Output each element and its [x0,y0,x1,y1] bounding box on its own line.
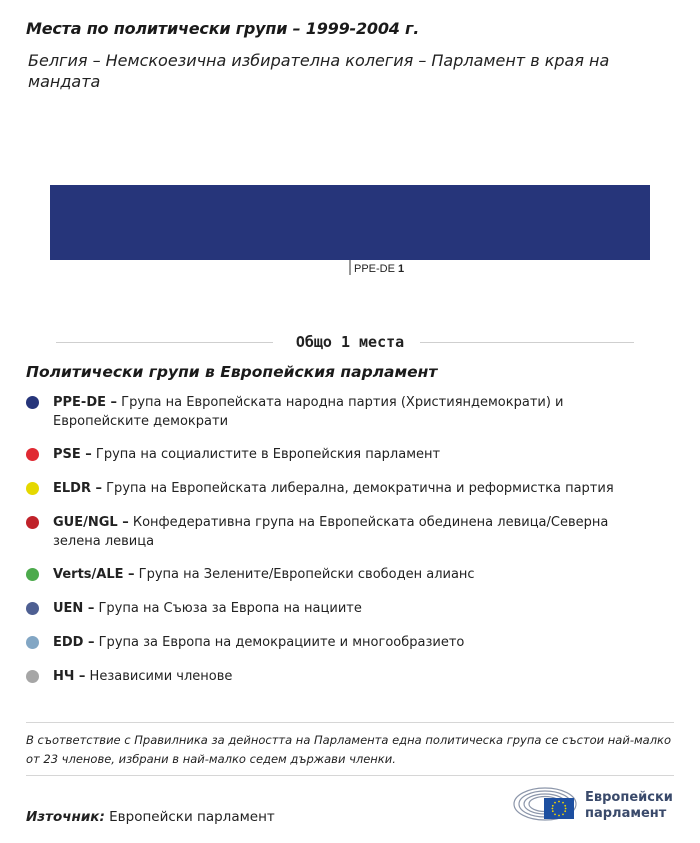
logo-line-1: Европейски [585,790,673,805]
legend-code: PSE – [53,447,92,462]
legend-code: EDD – [53,635,95,650]
legend-description: Група на Европейската либерална, демократична и реформистка партия [102,481,614,496]
legend-item [26,565,656,584]
legend-item [26,633,656,652]
bar-label: PPE-DE 1 [354,263,405,275]
legend-item [26,479,656,498]
footnote: В съответствие с Правилника за дейността на Парламента една политическа група се състои най-малко от 23 членове, избрани в най-малко седем държави членки. [26,733,672,766]
legend-dot [26,568,39,581]
chart-subtitle: Белгия – Немскоезична избирателна колегия – Парламент в края на мандата [28,51,610,91]
legend-description: Група на социалистите в Европейския парламент [91,447,441,462]
total-seats-label: Общо 1 места [295,333,405,351]
legend-description: Независими членове [85,669,233,684]
legend-description: Група на Съюза за Европа на нациите [94,601,362,616]
logo-line-2: парламент [585,806,667,821]
total-divider-right [420,342,634,343]
legend-code: UEN – [53,601,95,616]
bar-segment-ppe-de [50,185,650,260]
seat-bar-chart [0,170,700,285]
legend-code: Verts/ALE – [53,567,135,582]
hemicycle-icon [512,785,578,823]
source-label: Източник: [26,809,105,825]
legend-item [26,599,656,618]
legend-code: PPE-DE – [53,395,118,410]
legend-dot [26,396,39,409]
legend-dot [26,448,39,461]
legend-dot [26,602,39,615]
legend-code: НЧ – [53,669,86,684]
legend-title: Политически групи в Европейския парламент [26,363,438,381]
legend-code: GUE/NGL – [53,515,129,530]
legend-code: ELDR – [53,481,102,496]
legend-item [26,445,656,464]
legend-description: Група за Европа на демокрациите и многообразието [94,635,465,650]
legend-dot [26,516,39,529]
legend-dot [26,482,39,495]
footnote-divider-top [26,722,674,723]
legend-dot [26,636,39,649]
european-parliament-logo [512,785,682,825]
legend-item [26,513,656,551]
legend-description: Група на Зелените/Европейски свободен алианс [134,567,475,582]
legend-item [26,667,656,686]
footnote-divider-bottom [26,775,674,776]
legend-item [26,393,656,431]
legend-description: Група на Европейската народна партия (Християндемократи) и Европейските демократи [53,395,564,429]
legend-dot [26,670,39,683]
legend-description: Конфедеративна група на Европейската обединена левица/Северна зелена левица [53,515,609,549]
chart-title: Места по политически групи – 1999-2004 г. [26,19,420,38]
source [26,809,275,825]
source-value: Европейски парламент [109,809,275,825]
